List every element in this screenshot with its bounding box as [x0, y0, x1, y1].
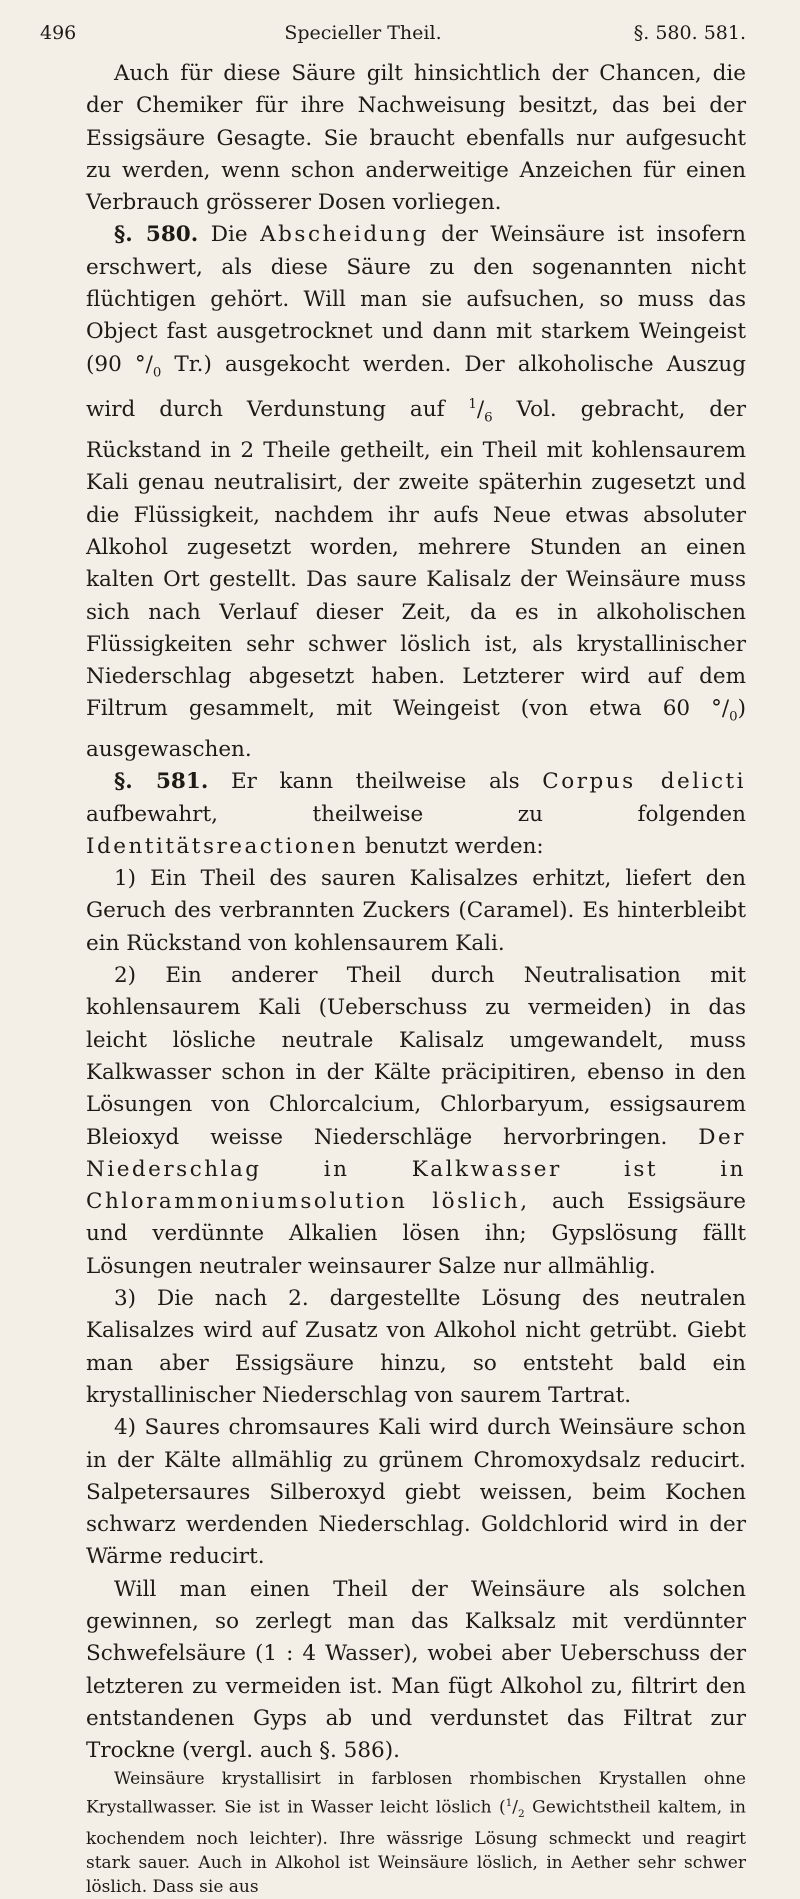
body-text: [86, 58, 746, 1899]
page-number: 496: [40, 22, 77, 44]
paragraph-small-print: Weinsäure krystallisirt in farblosen rhombischen Krystallen ohne Krystallwasser. Sie ist in Wasser leicht löslich ($^1/_2$ Gewichtstheil kaltem, in kochendem noch leichter). Ihre wässrige Lösung schmeckt und reagirt stark sauer. Auch in Alkohol ist Weinsäure löslich, in Aether sehr schwer löslich. Dass sie aus: [86, 1769, 746, 1897]
section-number: §. 581.: [114, 769, 209, 795]
spaced-term: Identitätsreactionen: [86, 833, 359, 859]
paragraph-item-3: 3) Die nach 2. dargestellte Lösung des neutralen Kalisalzes wird auf Zusatz von Alkohol nicht getrübt. Giebt man aber Essigsäure hinzu, so entsteht bald ein krystallinischer Niederschlag von saurem Tartrat.: [86, 1286, 746, 1408]
paragraph-item-1: 1) Ein Theil des sauren Kalisalzes erhitzt, liefert den Geruch des verbrannten Zuckers (Caramel). Es hinterbleibt ein Rückstand von kohlensaurem Kali.: [86, 866, 746, 956]
fraction-numerator: 1: [505, 1797, 513, 1810]
section-number: §. 580.: [114, 222, 199, 248]
running-title: Specieller Theil.: [284, 22, 442, 44]
spaced-term: Abscheidung: [260, 222, 429, 248]
running-header: [40, 22, 746, 44]
fraction-denominator: 6: [484, 410, 493, 426]
fraction-denominator: 2: [518, 1808, 525, 1821]
spaced-term: Corpus delicti: [542, 769, 747, 795]
paragraph-extraction: Will man einen Theil der Weinsäure als solchen gewinnen, so zerlegt man das Kalksalz mit verdünnter Schwefelsäure (1 : 4 Wasser), wobei aber Ueberschuss der letzteren zu vermeiden ist. Man fügt Alkohol zu, filtrirt den entstandenen Gyps ab und verdunstet das Filtrat zur Trockne (vergl. auch §. 586).: [86, 1576, 746, 1764]
paragraph-581: §. 581. Er kann theilweise als Corpus delicti aufbewahrt, theilweise zu folgenden Identitätsreactionen benutzt werden:: [86, 769, 747, 859]
paragraph-580: §. 580. Die Abscheidung der Weinsäure ist insofern erschwert, als diese Säure zu den sogenannten nicht flüchtigen gehört. Will man sie aufsuchen, so muss das Object fast ausgetrocknet und dann mit starkem Weingeist (90 $^\circ/_0$ Tr.) ausgekocht werden. Der alkoholische Auszug wird durch Verdunstung auf $^1/_6$ Vol. gebracht, der Rückstand in 2 Theile getheilt, ein Theil mit kohlensaurem Kali genau neutralisirt, der zweite späterhin zugesetzt und die Flüssigkeit, nachdem ihr aufs Neue etwas absoluter Alkohol zugesetzt worden, mehrere Stunden an einen kalten Ort gestellt. Das saure Kalisalz der Weinsäure muss sich nach Verlauf dieser Zeit, da es in alkoholischen Flüssigkeiten sehr schwer löslich ist, als krystallinischer Niederschlag abgesetzt haben. Letzterer wird auf dem Filtrum gesammelt, mit Weingeist (von etwa 60 $^\circ/_0$) ausgewaschen.: [86, 222, 747, 762]
section-range: §. 580. 581.: [633, 22, 746, 44]
paragraph-item-4: 4) Saures chromsaures Kali wird durch Weinsäure schon in der Kälte allmählig zu grünem Chromoxydsalz reducirt. Salpetersaures Silberoxyd giebt weissen, beim Kochen schwarz werdenden Niederschlag. Goldchlorid wird in der Wärme reducirt.: [86, 1415, 746, 1570]
fraction-numerator: 1: [468, 397, 477, 413]
paragraph-intro: Auch für diese Säure gilt hinsichtlich der Chancen, die der Chemiker für ihre Nachweisung besitzt, das bei der Essigsäure Gesagte. Sie braucht ebenfalls nur aufgesucht zu werden, wenn schon anderweitige Anzeichen für einen Verbrauch grösserer Dosen vorliegen.: [86, 61, 746, 216]
spaced-term: Der Niederschlag in Kalkwasser ist in Chlorammoniumsolution löslich,: [86, 1124, 746, 1215]
paragraph-item-2: 2) Ein anderer Theil durch Neutralisation mit kohlensaurem Kali (Ueberschuss zu vermeiden) in das leicht lösliche neutrale Kalisalz umgewandelt, muss Kalkwasser schon in der Kälte präcipitiren, ebenso in den Lösungen von Chlorcalcium, Chlorbaryum, essigsaurem Bleioxyd weisse Niederschläge hervorbringen. Der Niederschlag in Kalkwasser ist in Chlorammoniumsolution löslich, auch Essigsäure und verdünnte Alkalien lösen ihn; Gypslösung fällt Lösungen neutraler weinsaurer Salze nur allmählig.: [86, 963, 747, 1279]
